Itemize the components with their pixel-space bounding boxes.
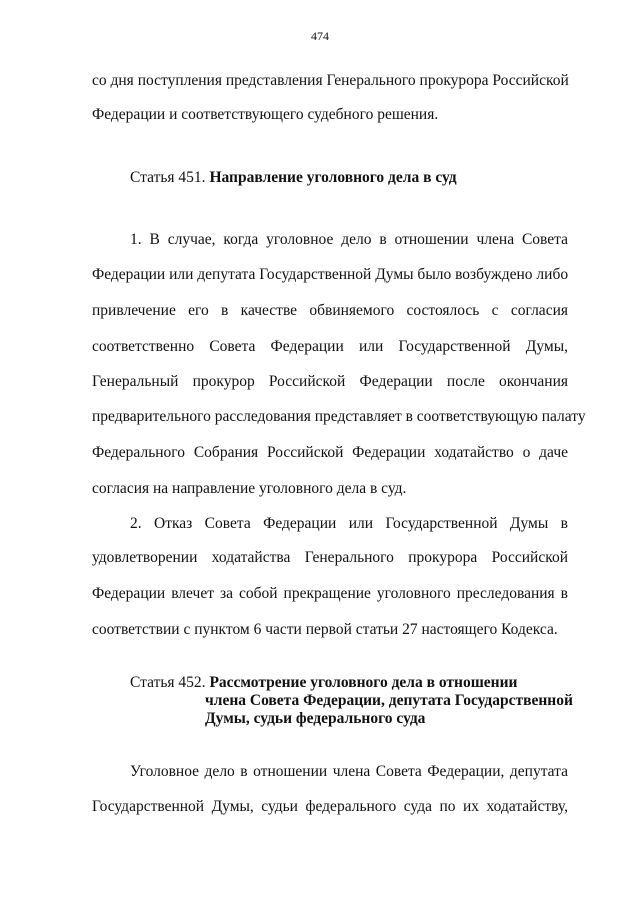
text-line: согласия на направление уголовного дела в суд. — [92, 480, 407, 497]
article-title-line: члена Совета Федерации, депутата Государственной — [205, 692, 573, 709]
article-title: Направление уголовного дела в суд — [209, 169, 457, 186]
article-number: Статья 451. — [130, 169, 206, 186]
text-line: Государственной Думы, судьи федерального суда по их ходатайству, — [92, 798, 568, 815]
text-line: Федерации или депутата Государственной Думы было возбуждено либо — [92, 266, 569, 283]
text-line: 2. Отказ Совета Федерации или Государственной Думы в — [130, 515, 568, 532]
text-line: удовлетворении ходатайства Генерального прокурора Российской — [92, 549, 568, 566]
text-line: Федерации влечет за собой прекращение уголовного преследования в — [92, 585, 568, 602]
text-line: Федерации и соответствующего судебного решения. — [92, 106, 439, 123]
text-line: со дня поступления представления Генерального прокурора Российской — [92, 72, 569, 89]
article-451-heading — [130, 169, 457, 187]
article-title-line: Думы, судьи федерального суда — [205, 710, 426, 727]
article-452-heading — [130, 674, 517, 692]
article-title: Рассмотрение уголовного дела в отношении — [209, 674, 518, 691]
text-line: предварительного расследования представляет в соответствующую палату — [92, 408, 586, 425]
article-number: Статья 452. — [130, 674, 206, 691]
text-line: соответственно Совета Федерации или Государственной Думы, — [92, 338, 568, 355]
text-line: соответствии с пунктом 6 части первой статьи 27 настоящего Кодекса. — [92, 621, 558, 638]
text-line: привлечение его в качестве обвиняемого состоялось с согласия — [92, 302, 568, 319]
text-line: Федерального Собрания Российской Федерации ходатайство о даче — [92, 444, 568, 461]
text-line: Генеральный прокурор Российской Федерации после окончания — [92, 373, 568, 390]
text-line: 1. В случае, когда уголовное дело в отношении члена Совета — [130, 231, 568, 248]
page-number: 474 — [311, 29, 329, 43]
text-line: Уголовное дело в отношении члена Совета Федерации, депутата — [130, 763, 568, 780]
